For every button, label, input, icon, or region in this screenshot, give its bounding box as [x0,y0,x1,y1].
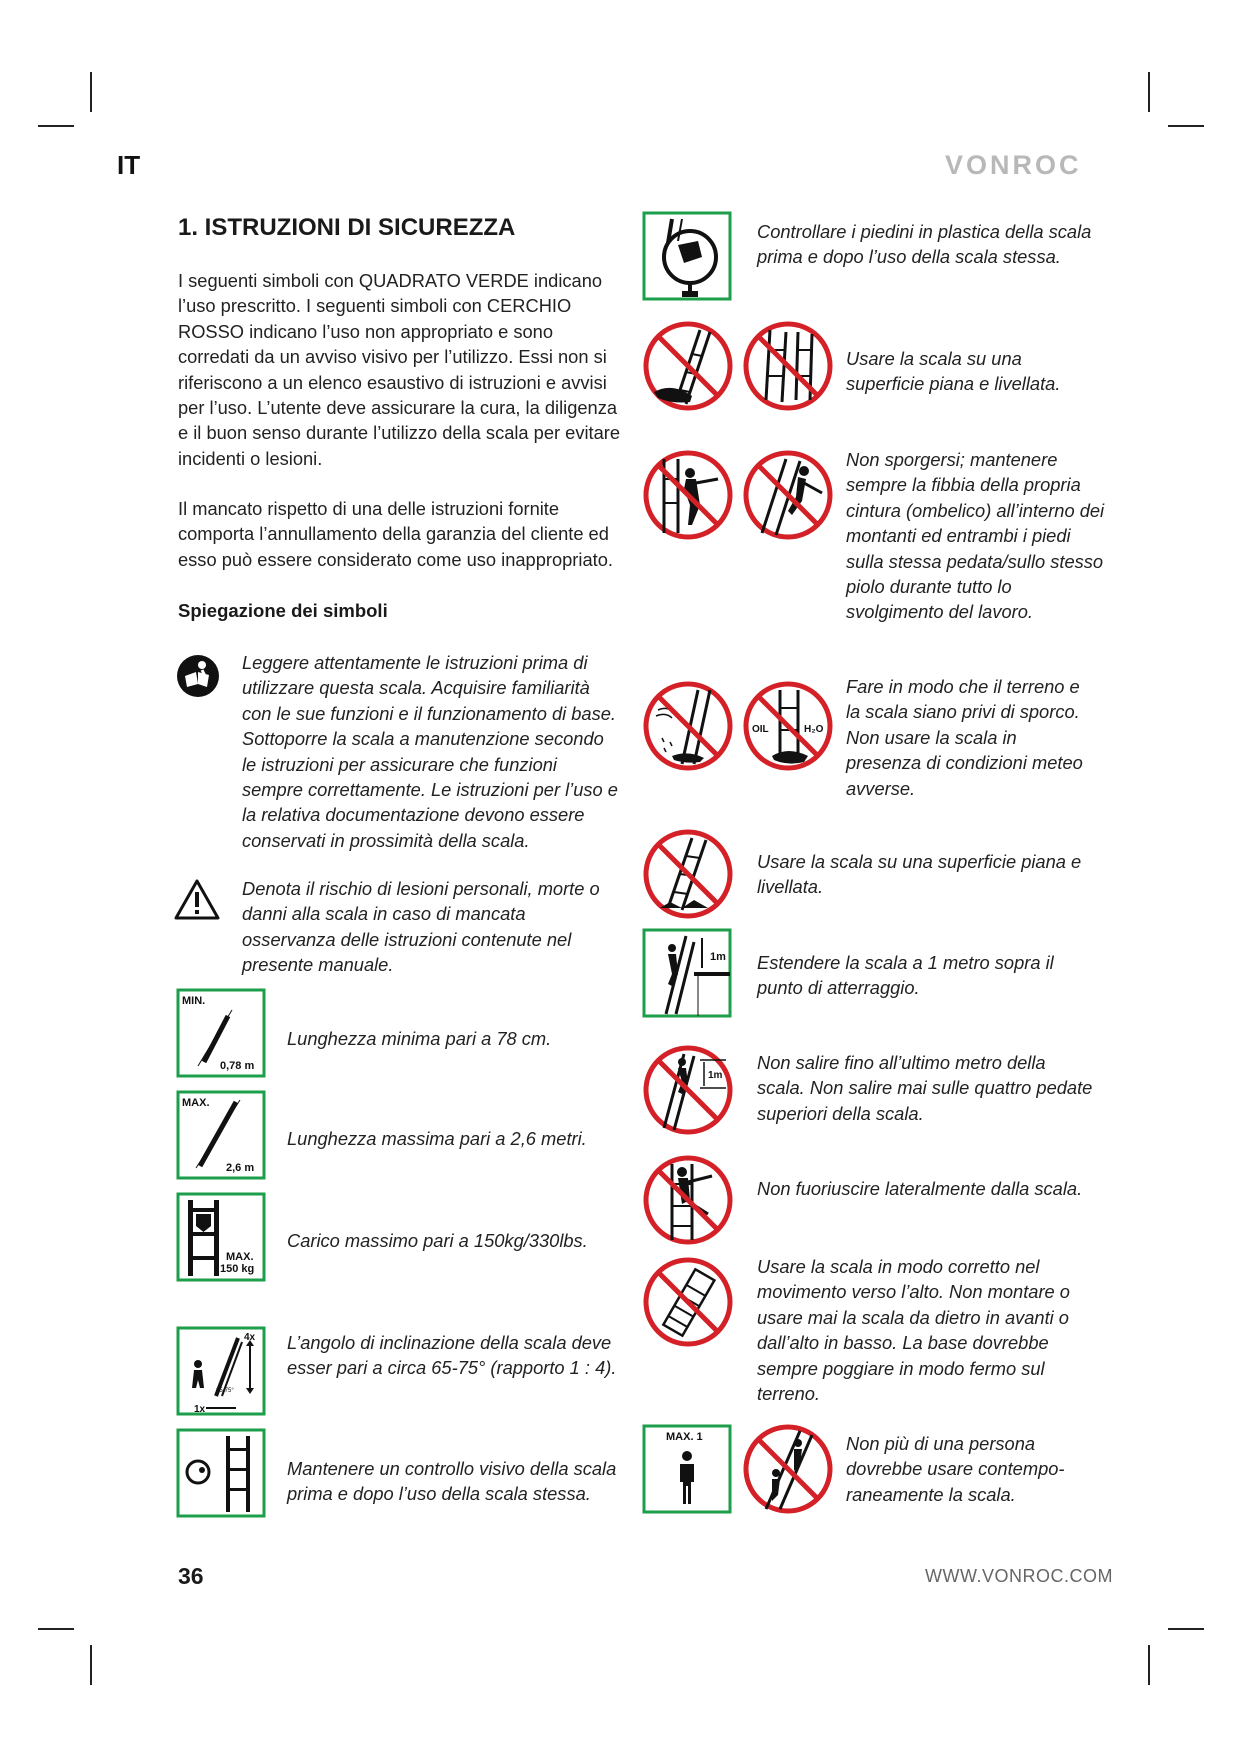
read-manual-icon [176,654,220,698]
crop-mark [38,125,74,127]
no-soft-ground-icon [642,828,734,920]
max-length-icon [176,1090,266,1180]
min-label: MIN. [182,995,206,1007]
no-leaning-icon [642,449,734,541]
no-dirt-weather-icon [642,680,734,772]
intro-paragraph: I seguenti simboli con QUADRATO VERDE indicano l’uso prescritto. I seguenti simboli con CERCHIO ROSSO indicano l’uso non appropriato e sono corredati da un avviso visivo per l’utilizzo. Essi non si riferiscono a un elenco esaustivo di istruzioni e avvisi per l’uso. L’utente deve assicurare la cura, la diligenza e il buon senso durante l’utilizzo della scala per evitare incidenti o lesioni. [178,270,621,469]
section-title: 1. ISTRUZIONI DI SICUREZZA [178,214,516,241]
max-one-label: MAX. 1 [666,1431,703,1443]
angle-icon [176,1326,266,1416]
read-manual-text: Leggere attentamente le istruzioni prima di utilizzare questa scala. Acquisire familiarità con le sue funzioni e il funzionamento di base. Sottoporre la scala a manutenzione secondo le istruzioni per assicurare che funzioni sempre correttamente. Le istruzioni per l’uso e la relativa documentazione devono essere conservati in prossimità della scala. [242,652,618,851]
max-load-icon [176,1192,266,1282]
visual-check-icon [176,1428,266,1518]
uneven-ground-text: Usare la scala su una superficie piana e livellata. [846,348,1061,395]
angle-label: 65-75° [216,1388,234,1394]
warning-text: Denota il rischio di lesioni personali, morte o danni alla scala in caso di mancata osservanza delle istruzioni contenute nel presente manuale. [242,878,600,976]
soft-ground-text: Usare la scala su una superficie piana e livellata. [757,851,1082,898]
no-uneven-ground-icon-2 [742,320,834,412]
check-feet-text: Controllare i piedini in plastica della scala prima e dopo l’uso della scala stessa. [757,221,1092,268]
no-oil-water-icon [742,680,834,772]
no-two-persons-icon [742,1423,834,1515]
min-length-text: Lunghezza minima pari a 78 cm. [287,1028,552,1049]
max-label: MAX. [182,1097,210,1109]
extend-1m-text: Estendere la scala a 1 metro sopra il punto di atterraggio. [757,952,1054,999]
warning-triangle-icon [174,878,220,920]
top-step-1m-label: 1m [708,1070,723,1081]
angle-text: L’angolo di inclinazione della scala deve esser pari a circa 65-75° (rapporto 1 : 4). [287,1332,617,1379]
language-code: IT [117,150,141,180]
min-length-icon [176,988,266,1078]
crop-mark [1168,125,1204,127]
min-value-label: 0,78 m [220,1060,255,1072]
ratio-4x-label: 4x [244,1332,256,1343]
no-side-step-icon [642,1154,734,1246]
no-uneven-ground-icon [642,320,734,412]
load-max-label: MAX. [226,1251,254,1263]
no-top-step-icon [642,1044,734,1136]
no-leaning-text: Non sporgersi; mantenere sempre la fibbia della propria cintura (ombelico) all’interno dei montanti ed entrambi i piedi sulla stessa pedata/sullo stesso piolo durante tutto lo svolgimento del lavoro. [846,449,1105,623]
crop-mark [1168,1628,1204,1630]
crop-mark [90,1645,92,1685]
oil-label: OIL [752,724,769,735]
crop-mark [90,72,92,112]
max-value-label: 2,6 m [226,1162,255,1174]
crop-mark [1148,1645,1150,1685]
no-top-step-text: Non salire fino all’ultimo metro della scala. Non salire mai sulle quattro pedate superiori della scala. [757,1052,1093,1124]
no-wrong-way-text: Usare la scala in modo corretto nel movimento verso l’alto. Non montare o usare mai la scala da dietro in avanti o dall’alto in basso. La base dovrebbe sempre poggiare in modo fermo sul terreno. [757,1256,1070,1405]
check-feet-icon [642,211,732,301]
ratio-1x-label: 1x [194,1404,206,1415]
no-wrong-way-icon [642,1256,734,1348]
load-value-label: 150 kg [220,1263,255,1275]
max-length-text: Lunghezza massima pari a 2,6 metri. [287,1128,587,1149]
extend-1m-icon [642,928,732,1018]
max-load-text: Carico massimo pari a 150kg/330lbs. [287,1230,588,1251]
no-side-step-text: Non fuoriuscire lateralmente dalla scala. [757,1178,1083,1199]
no-dirt-text: Fare in modo che il terreno e la scala siano privi di sporco. Non usare la scala in presenza di condizioni meteo avverse. [846,676,1083,799]
page-number: 36 [178,1563,204,1589]
one-person-text: Non più di una persona dovrebbe usare contempo-raneamente la scala. [846,1433,1065,1505]
website-link[interactable]: WWW.VONROC.COM [925,1566,1113,1586]
brand-logo: VONROC [945,150,1082,180]
no-leaning-icon-2 [742,449,834,541]
one-person-icon [642,1424,732,1514]
extend-1m-label: 1m [710,951,726,963]
water-label: H₂O [804,724,824,735]
crop-mark [1148,72,1150,112]
crop-mark [38,1628,74,1630]
visual-check-text: Mantenere un controllo visivo della scala prima e dopo l’uso della scala stessa. [287,1458,617,1505]
warranty-paragraph: Il mancato rispetto di una delle istruzioni fornite comporta l’annullamento della garanzia del cliente ed esso può essere considerato come uso inappropriato. [178,498,613,570]
symbols-heading: Spiegazione dei simboli [178,600,388,621]
